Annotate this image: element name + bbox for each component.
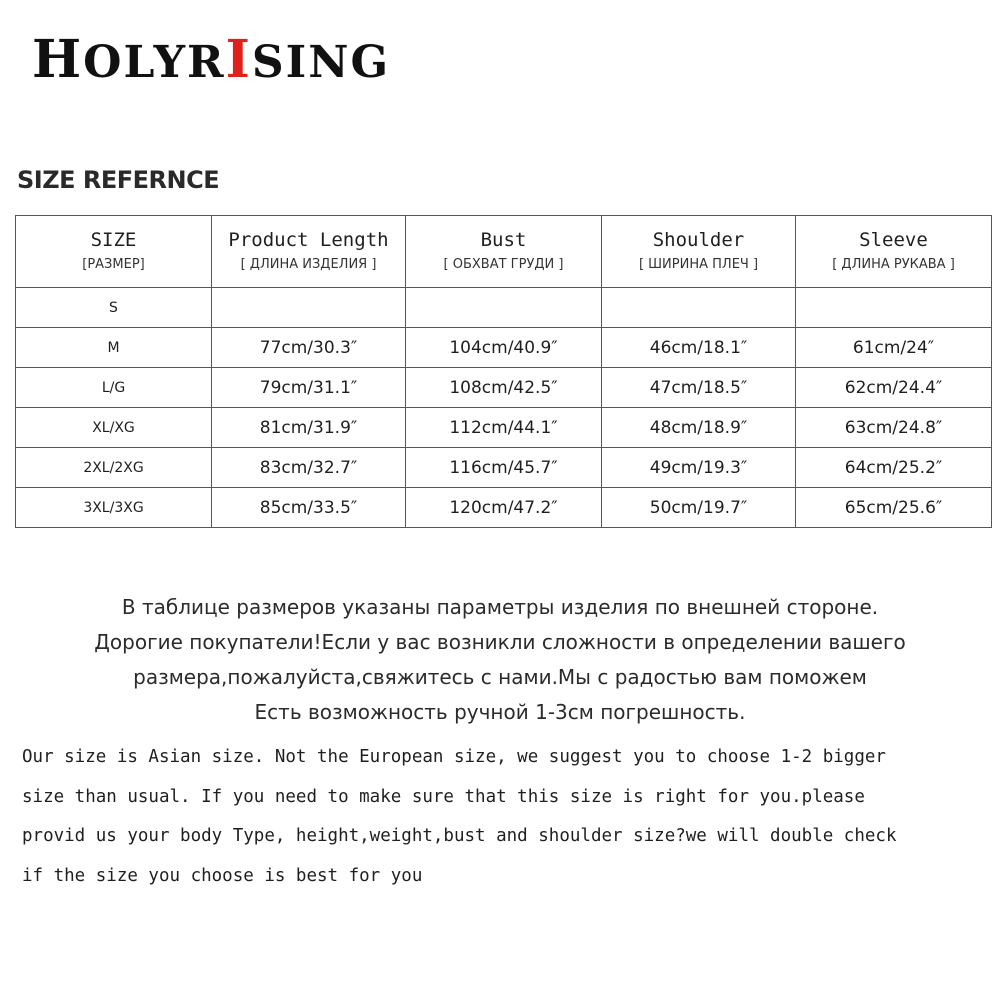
size-cell: XL/XG <box>16 408 212 448</box>
english-note-line: provid us your body Type, height,weight,bust and shoulder size?we will double check <box>22 826 897 846</box>
brand-logo-first-letter: H <box>32 29 84 90</box>
sleeve-cell: 63cm/24.8″ <box>796 408 992 448</box>
header-sleeve-ru: [ ДЛИНА РУКАВА ] <box>832 256 955 272</box>
header-sleeve-en: Sleeve <box>859 228 928 251</box>
header-length-en: Product Length <box>228 228 389 251</box>
table-row <box>16 328 992 368</box>
bust-cell: 104cm/40.9″ <box>406 328 602 368</box>
section-title: SIZE REFERNCE <box>17 166 220 194</box>
brand-logo-mid: OLYR <box>83 37 226 88</box>
header-length-ru: [ ДЛИНА ИЗДЕЛИЯ ] <box>240 256 377 272</box>
russian-note-line: Есть возможность ручной 1-3см погрешность. <box>254 700 746 724</box>
size-cell: S <box>16 288 212 328</box>
english-note-line: if the size you choose is best for you <box>22 865 423 886</box>
russian-note-line: В таблице размеров указаны параметры изделия по внешней стороне. <box>121 595 879 619</box>
header-bust <box>406 216 602 288</box>
shoulder-cell: 46cm/18.1″ <box>602 328 796 368</box>
size-cell: M <box>16 328 212 368</box>
length-cell <box>212 288 406 328</box>
length-cell: 81cm/31.9″ <box>212 408 406 448</box>
brand-logo-end: SING <box>251 37 391 88</box>
bust-cell: 120cm/47.2″ <box>406 488 602 528</box>
header-bust-ru: [ ОБХВАТ ГРУДИ ] <box>443 256 564 272</box>
length-cell: 83cm/32.7″ <box>212 448 406 488</box>
header-shoulder <box>602 216 796 288</box>
header-shoulder-en: Shoulder <box>652 228 745 251</box>
size-cell: 3XL/3XG <box>16 488 212 528</box>
bust-cell: 116cm/45.7″ <box>406 448 602 488</box>
shoulder-cell <box>602 288 796 328</box>
shoulder-cell: 49cm/19.3″ <box>602 448 796 488</box>
header-shoulder-ru: [ ШИРИНА ПЛЕЧ ] <box>638 256 759 272</box>
sleeve-cell: 62cm/24.4″ <box>796 368 992 408</box>
sleeve-cell: 61cm/24″ <box>796 328 992 368</box>
english-note <box>22 738 992 896</box>
sleeve-cell <box>796 288 992 328</box>
size-cell: 2XL/2XG <box>16 448 212 488</box>
sleeve-cell: 64cm/25.2″ <box>796 448 992 488</box>
header-sleeve <box>796 216 992 288</box>
shoulder-cell: 50cm/19.7″ <box>602 488 796 528</box>
header-length <box>212 216 406 288</box>
english-note-line: size than usual. If you need to make sure that this size is right for you.please <box>22 786 865 807</box>
length-cell: 79cm/31.1″ <box>212 368 406 408</box>
header-size-en: SIZE <box>90 228 137 251</box>
table-row <box>16 488 992 528</box>
table-row <box>16 368 992 408</box>
bust-cell: 112cm/44.1″ <box>406 408 602 448</box>
length-cell: 85cm/33.5″ <box>212 488 406 528</box>
shoulder-cell: 47cm/18.5″ <box>602 368 796 408</box>
sleeve-cell: 65cm/25.6″ <box>796 488 992 528</box>
size-table <box>15 215 992 528</box>
bust-cell: 108cm/42.5″ <box>406 368 602 408</box>
table-header-row <box>16 216 992 288</box>
brand-logo-red-letter: I <box>225 29 252 90</box>
russian-note-line: размера,пожалуйста,свяжитесь с нами.Мы с радостью вам поможем <box>133 665 867 689</box>
table-row <box>16 288 992 328</box>
header-size <box>16 216 212 288</box>
size-cell: L/G <box>16 368 212 408</box>
length-cell: 77cm/30.3″ <box>212 328 406 368</box>
russian-note-line: Дорогие покупатели!Если у вас возникли сложности в определении вашего <box>94 630 906 654</box>
table-row <box>16 448 992 488</box>
russian-note <box>0 590 1000 730</box>
english-note-line: Our size is Asian size. Not the European size, we suggest you to choose 1-2 bigger <box>22 747 886 767</box>
header-bust-en: Bust <box>480 228 527 251</box>
table-row <box>16 408 992 448</box>
header-size-ru: [РАЗМЕР] <box>82 256 145 272</box>
bust-cell <box>406 288 602 328</box>
shoulder-cell: 48cm/18.9″ <box>602 408 796 448</box>
brand-logo <box>32 29 391 90</box>
